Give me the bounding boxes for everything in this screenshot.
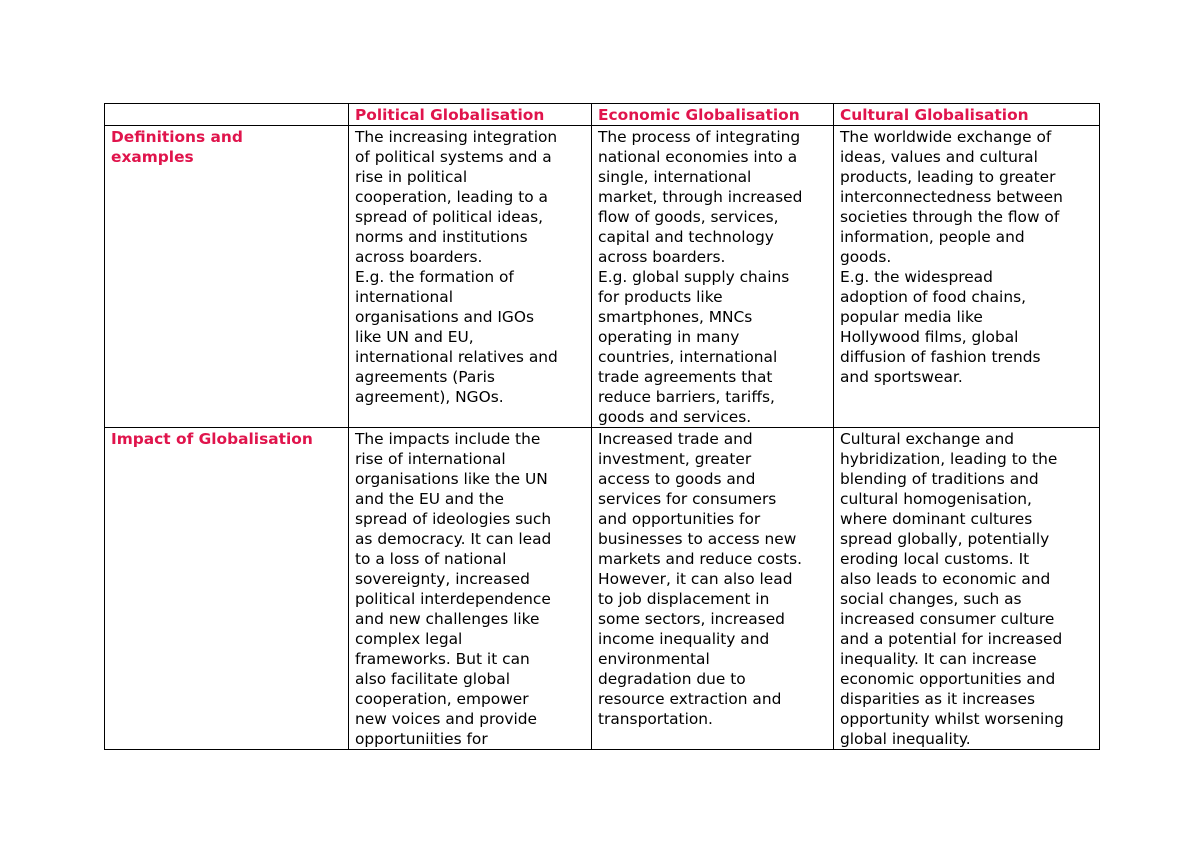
cell-text-line: increased consumer culture bbox=[840, 610, 1055, 628]
cell-text-line: global inequality. bbox=[840, 730, 971, 748]
cell-text-line: and sportswear. bbox=[840, 368, 963, 386]
cell-text-line: resource extraction and bbox=[598, 690, 782, 708]
cell-text-line: single, international bbox=[598, 168, 752, 186]
cell-text-line: frameworks. But it can bbox=[355, 650, 530, 668]
cell-text-line: spread of political ideas, bbox=[355, 208, 544, 226]
cell-text-line: new voices and provide bbox=[355, 710, 537, 728]
cell-text-line: cooperation, empower bbox=[355, 690, 529, 708]
cell-text-line: inequality. It can increase bbox=[840, 650, 1037, 668]
cell-text-line: Hollywood films, global bbox=[840, 328, 1019, 346]
cell-text-line: ideas, values and cultural bbox=[840, 148, 1038, 166]
cell-text-line: hybridization, leading to the bbox=[840, 450, 1058, 468]
cell-text-line: for products like bbox=[598, 288, 723, 306]
table-header-row bbox=[105, 104, 1100, 126]
cell-text-line: capital and technology bbox=[598, 228, 774, 246]
cell-text-line: to a loss of national bbox=[355, 550, 507, 568]
cell-text-line: of political systems and a bbox=[355, 148, 552, 166]
cell-text-line: adoption of food chains, bbox=[840, 288, 1026, 306]
cell-definitions-political bbox=[349, 126, 592, 428]
cell-definitions-cultural bbox=[834, 126, 1100, 428]
cell-text-line: services for consumers bbox=[598, 490, 777, 508]
row-label-impact bbox=[105, 428, 349, 750]
cell-text-line: popular media like bbox=[840, 308, 983, 326]
cell-text-line: cooperation, leading to a bbox=[355, 188, 548, 206]
cell-text-line: rise of international bbox=[355, 450, 506, 468]
cell-text-line: eroding local customs. It bbox=[840, 550, 1030, 568]
cell-text-line: norms and institutions bbox=[355, 228, 528, 246]
cell-text-line: national economies into a bbox=[598, 148, 798, 166]
cell-text-line: societies through the flow of bbox=[840, 208, 1060, 226]
cell-text-line: complex legal bbox=[355, 630, 463, 648]
header-cultural: Cultural Globalisation bbox=[834, 104, 1100, 126]
cell-text-line: access to goods and bbox=[598, 470, 756, 488]
table-row-impact bbox=[105, 428, 1100, 750]
cell-text-line: political interdependence bbox=[355, 590, 551, 608]
row-label-line: Impact of Globalisation bbox=[111, 430, 313, 448]
cell-text-line: goods and services. bbox=[598, 408, 752, 426]
cell-impact-political bbox=[349, 428, 592, 750]
cell-text-line: information, people and bbox=[840, 228, 1025, 246]
header-political: Political Globalisation bbox=[349, 104, 592, 126]
cell-text-line: organisations and IGOs bbox=[355, 308, 534, 326]
cell-text-line: E.g. the formation of bbox=[355, 268, 514, 286]
cell-text-line: cultural homogenisation, bbox=[840, 490, 1032, 508]
row-label-definitions bbox=[105, 126, 349, 428]
cell-text-line: also leads to economic and bbox=[840, 570, 1051, 588]
cell-definitions-economic bbox=[592, 126, 834, 428]
cell-text-line: to job displacement in bbox=[598, 590, 770, 608]
cell-text-line: as democracy. It can lead bbox=[355, 530, 552, 548]
cell-text-line: E.g. global supply chains bbox=[598, 268, 790, 286]
cell-text-line: and new challenges like bbox=[355, 610, 540, 628]
cell-text-line: Increased trade and bbox=[598, 430, 753, 448]
cell-text-line: and the EU and the bbox=[355, 490, 504, 508]
cell-text-line: The worldwide exchange of bbox=[840, 128, 1052, 146]
cell-text-line: organisations like the UN bbox=[355, 470, 548, 488]
cell-text-line: international bbox=[355, 288, 453, 306]
cell-text-line: opportuniities for bbox=[355, 730, 488, 748]
cell-text-line: environmental bbox=[598, 650, 710, 668]
cell-text-line: investment, greater bbox=[598, 450, 752, 468]
cell-text-line: The process of integrating bbox=[598, 128, 801, 146]
cell-text-line: rise in political bbox=[355, 168, 468, 186]
cell-text-line: trade agreements that bbox=[598, 368, 773, 386]
cell-text-line: The increasing integration bbox=[355, 128, 558, 146]
cell-text-line: market, through increased bbox=[598, 188, 803, 206]
cell-impact-economic bbox=[592, 428, 834, 750]
cell-text-line: smartphones, MNCs bbox=[598, 308, 753, 326]
cell-text-line: and a potential for increased bbox=[840, 630, 1063, 648]
cell-text-line: countries, international bbox=[598, 348, 778, 366]
cell-text-line: products, leading to greater bbox=[840, 168, 1056, 186]
cell-text-line: also facilitate global bbox=[355, 670, 510, 688]
cell-text-line: opportunity whilst worsening bbox=[840, 710, 1064, 728]
cell-text-line: sovereignty, increased bbox=[355, 570, 530, 588]
cell-text-line: and opportunities for bbox=[598, 510, 761, 528]
cell-text-line: across boarders. bbox=[598, 248, 726, 266]
cell-text-line: income inequality and bbox=[598, 630, 770, 648]
cell-text-line: interconnectedness between bbox=[840, 188, 1063, 206]
row-label-line: examples bbox=[111, 148, 194, 166]
cell-text-line: Cultural exchange and bbox=[840, 430, 1015, 448]
cell-text-line: social changes, such as bbox=[840, 590, 1022, 608]
cell-text-line: spread of ideologies such bbox=[355, 510, 552, 528]
cell-text-line: degradation due to bbox=[598, 670, 746, 688]
globalisation-table bbox=[104, 103, 1100, 750]
cell-text-line: agreements (Paris bbox=[355, 368, 495, 386]
header-economic: Economic Globalisation bbox=[592, 104, 834, 126]
cell-text-line: transportation. bbox=[598, 710, 713, 728]
cell-text-line: agreement), NGOs. bbox=[355, 388, 504, 406]
cell-text-line: operating in many bbox=[598, 328, 740, 346]
cell-text-line: businesses to access new bbox=[598, 530, 797, 548]
row-label-line: Definitions and bbox=[111, 128, 243, 146]
table-row-definitions bbox=[105, 126, 1100, 428]
cell-text-line: where dominant cultures bbox=[840, 510, 1033, 528]
cell-text-line: diffusion of fashion trends bbox=[840, 348, 1041, 366]
cell-text-line: markets and reduce costs. bbox=[598, 550, 803, 568]
cell-text-line: flow of goods, services, bbox=[598, 208, 779, 226]
cell-text-line: However, it can also lead bbox=[598, 570, 793, 588]
cell-text-line: economic opportunities and bbox=[840, 670, 1056, 688]
cell-text-line: spread globally, potentially bbox=[840, 530, 1050, 548]
cell-text-line: some sectors, increased bbox=[598, 610, 785, 628]
header-cell-empty bbox=[105, 104, 349, 126]
cell-text-line: international relatives and bbox=[355, 348, 558, 366]
cell-text-line: disparities as it increases bbox=[840, 690, 1035, 708]
cell-impact-cultural bbox=[834, 428, 1100, 750]
cell-text-line: The impacts include the bbox=[355, 430, 541, 448]
cell-text-line: across boarders. bbox=[355, 248, 483, 266]
cell-text-line: goods. bbox=[840, 248, 892, 266]
cell-text-line: reduce barriers, tariffs, bbox=[598, 388, 775, 406]
cell-text-line: like UN and EU, bbox=[355, 328, 474, 346]
cell-text-line: blending of traditions and bbox=[840, 470, 1039, 488]
cell-text-line: E.g. the widespread bbox=[840, 268, 993, 286]
